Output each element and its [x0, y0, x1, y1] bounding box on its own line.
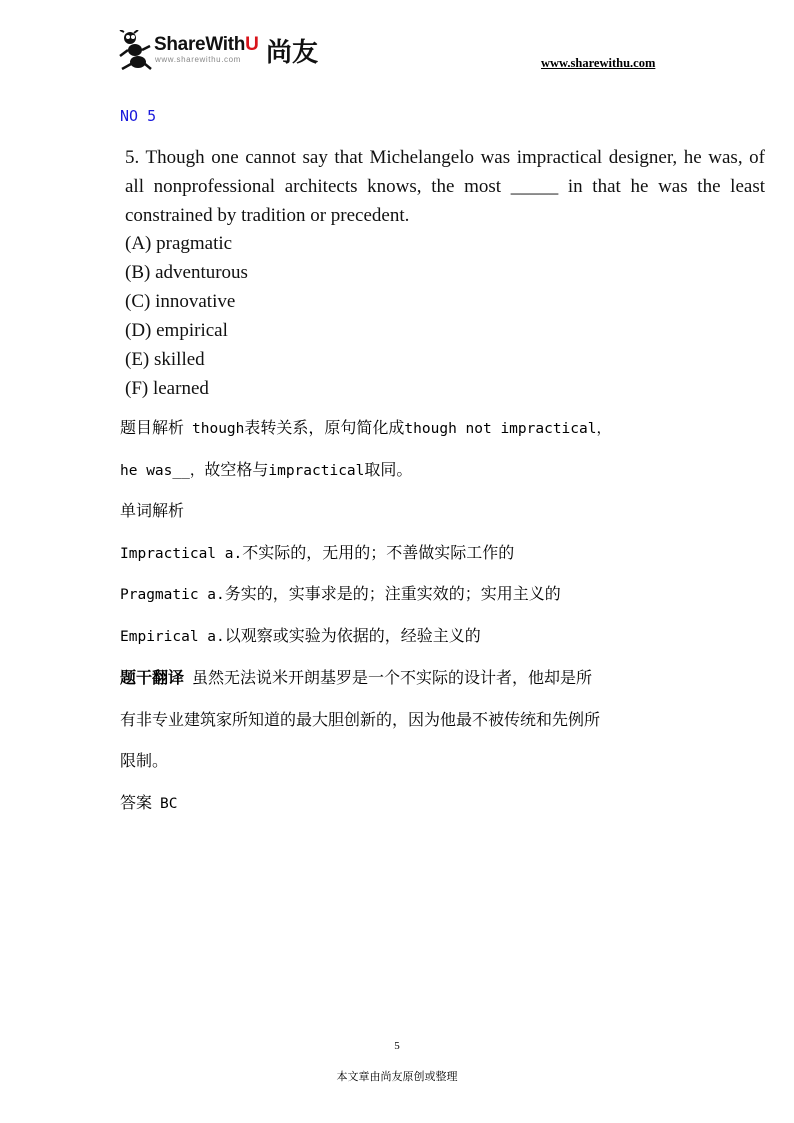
option-c: (C) innovative [125, 291, 236, 312]
option-a: (A) pragmatic [125, 233, 233, 254]
option-b: (B) adventurous [125, 262, 248, 283]
translation-line-2 [120, 710, 680, 730]
vocab-label-text: 单词解析 [120, 501, 185, 520]
option-f: (F) learned [125, 378, 209, 399]
option-d: (D) empirical [125, 320, 228, 341]
analysis-line-2 [120, 460, 680, 481]
vocab-word: Pragmatic a. [120, 587, 225, 603]
analysis-text: though not impractical， [404, 421, 611, 437]
question-text: 5. Though one cannot say that Michelangelo was impractical designer, he was, of all nonprofessional architects knows, the most _____ in that he was the least constrained by tradition or precedent. [125, 147, 765, 226]
answer-line [120, 793, 680, 814]
logo-chinese: 尚友 [266, 38, 319, 68]
vocab-meaning: 务实的，实事求是的；注重实效的；实用主义的 [224, 584, 561, 603]
translation-line-1 [120, 668, 680, 688]
analysis-text: 故空格与 [204, 460, 269, 479]
site-link[interactable]: www.sharewithu.com [541, 56, 656, 70]
vocab-item [120, 543, 680, 564]
footer-note: 本文章由尚友原创或整理 [336, 1070, 458, 1083]
answer-label: 答案 [120, 793, 153, 812]
logo-word-share: Share [154, 34, 206, 55]
option-e: (E) skilled [125, 349, 205, 370]
vocab-word: Impractical a. [120, 546, 243, 562]
options-list [125, 229, 248, 403]
logo-wordmark [154, 34, 259, 56]
vocab-meaning: 以观察或实验为依据的，经验主义的 [224, 626, 481, 645]
analysis-line-1 [120, 418, 680, 439]
translation-text: 有非专业建筑家所知道的最大胆创新的，因为他最不被传统和先例所 [120, 710, 601, 729]
vocab-meaning: 不实际的，无用的；不善做实际工作的 [242, 543, 515, 562]
ant-mascot-icon [118, 30, 152, 70]
answer-value: BC [160, 796, 178, 812]
analysis-text: impractical [268, 463, 365, 479]
question-number: NO 5 [120, 107, 157, 125]
analysis-label: 题目解析 [120, 418, 185, 437]
translation-text: 限制。 [120, 751, 169, 770]
page-number: 5 [394, 1040, 400, 1052]
vocab-item [120, 584, 680, 605]
brand-logo [118, 30, 328, 72]
translation-line-3 [120, 751, 680, 771]
logo-word-u: U [245, 34, 259, 55]
logo-word-with: With [205, 34, 246, 55]
logo-url: www.sharewithu.com [155, 55, 241, 64]
analysis-text: he was__， [120, 463, 205, 479]
vocab-word: Empirical a. [120, 629, 225, 645]
vocab-item [120, 626, 680, 647]
vocab-label [120, 501, 680, 521]
translation-label: 题干翻译 [120, 668, 185, 687]
analysis-text: 表转关系，原句简化成 [244, 418, 405, 437]
translation-text: 虽然无法说米开朗基罗是一个不实际的设计者，他却是所 [192, 668, 593, 687]
analysis-text: 取同。 [364, 460, 413, 479]
analysis-text: though [192, 421, 245, 437]
